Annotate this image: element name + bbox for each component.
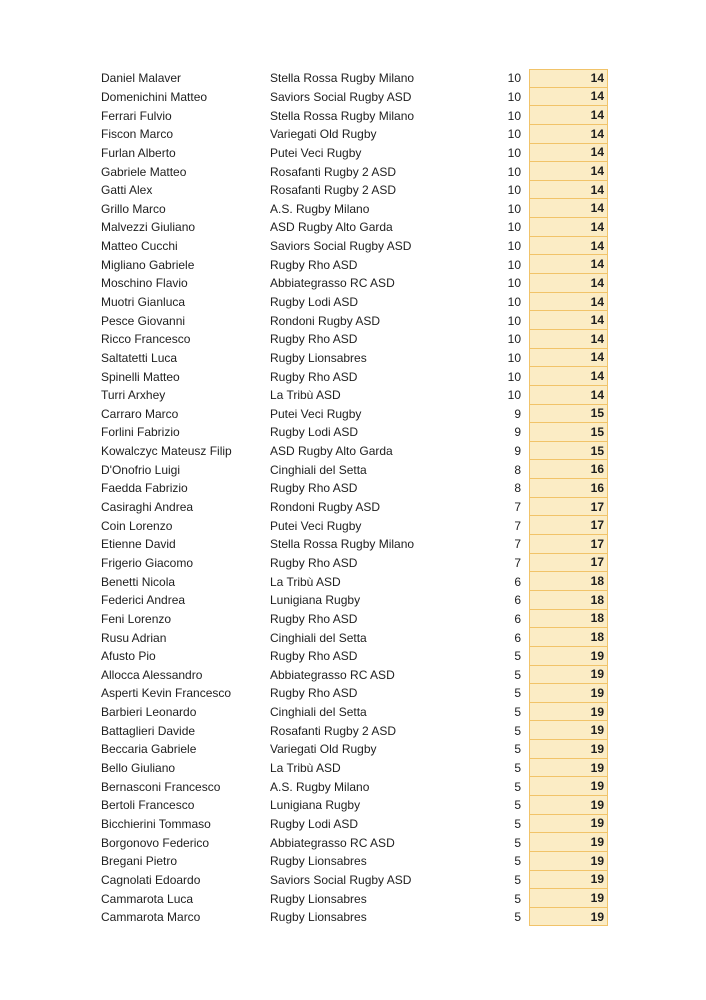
player-name: Domenichini Matteo	[101, 89, 208, 104]
table-row	[101, 386, 608, 405]
column-gap	[521, 311, 529, 330]
player-name: D'Onofrio Luigi	[101, 462, 180, 477]
player-name: Etienne David	[101, 537, 176, 552]
player-name: Fiscon Marco	[101, 127, 174, 142]
column-gap	[521, 572, 529, 591]
player-name: Beccaria Gabriele	[101, 742, 197, 757]
club-name: Rugby Lodi ASD	[270, 816, 359, 831]
highlighted-value-cell: 14	[529, 199, 608, 218]
column-gap	[521, 815, 529, 834]
club-name: Rosafanti Rugby 2 ASD	[270, 183, 397, 198]
player-name: Benetti Nicola	[101, 574, 176, 589]
club-name: Rugby Rho ASD	[270, 369, 358, 384]
player-name: Ferrari Fulvio	[101, 108, 172, 123]
highlighted-value-cell: 14	[529, 311, 608, 330]
club-name: Rondoni Rugby ASD	[270, 313, 381, 328]
score-value: 5	[514, 723, 521, 738]
table-row	[101, 144, 608, 163]
player-name: Kowalczyc Mateusz Filip	[101, 444, 232, 459]
club-name: Rugby Lodi ASD	[270, 425, 359, 440]
highlighted-value-cell: 19	[529, 889, 608, 908]
table-row	[101, 777, 608, 796]
highlighted-value-cell: 14	[529, 293, 608, 312]
column-gap	[521, 852, 529, 871]
column-gap	[521, 628, 529, 647]
column-gap	[521, 740, 529, 759]
player-name: Battaglieri Davide	[101, 723, 196, 738]
player-name: Furlan Alberto	[101, 145, 176, 160]
table-row	[101, 367, 608, 386]
score-value: 10	[507, 332, 521, 347]
column-gap	[521, 684, 529, 703]
score-value: 5	[514, 872, 521, 887]
highlighted-value-cell: 17	[529, 554, 608, 573]
player-name: Malvezzi Giuliano	[101, 220, 196, 235]
table-row	[101, 852, 608, 871]
club-name: Rugby Lionsabres	[270, 854, 367, 869]
score-value: 9	[514, 425, 521, 440]
column-gap	[521, 330, 529, 349]
player-name: Bertoli Francesco	[101, 798, 195, 813]
score-value: 5	[514, 854, 521, 869]
score-value: 10	[507, 145, 521, 160]
column-gap	[521, 144, 529, 163]
club-name: Rondoni Rugby ASD	[270, 500, 381, 515]
table-row	[101, 199, 608, 218]
player-name: Cammarota Marco	[101, 910, 201, 925]
club-name: Rugby Rho ASD	[270, 257, 358, 272]
club-name: Lunigiana Rugby	[270, 798, 361, 813]
table-row	[101, 740, 608, 759]
club-name: Rugby Lodi ASD	[270, 295, 359, 309]
score-value: 10	[507, 313, 521, 328]
table-row	[101, 162, 608, 181]
score-value: 7	[514, 537, 521, 552]
score-value: 10	[507, 239, 521, 254]
table-row	[101, 311, 608, 330]
highlighted-value-cell: 14	[529, 367, 608, 386]
table-row	[101, 535, 608, 554]
table-row	[101, 237, 608, 256]
player-name: Asperti Kevin Francesco	[101, 686, 232, 701]
highlighted-value-cell: 18	[529, 628, 608, 647]
score-value: 6	[514, 630, 521, 645]
column-gap	[521, 610, 529, 629]
player-name: Ricco Francesco	[101, 332, 191, 347]
club-name: La Tribù ASD	[270, 388, 341, 403]
column-gap	[521, 647, 529, 666]
highlighted-value-cell: 19	[529, 777, 608, 796]
highlighted-value-cell: 14	[529, 69, 608, 88]
highlighted-value-cell: 19	[529, 796, 608, 815]
column-gap	[521, 386, 529, 405]
score-value: 5	[514, 891, 521, 906]
column-gap	[521, 405, 529, 424]
table-row	[101, 293, 608, 312]
column-gap	[521, 759, 529, 778]
player-name: Borgonovo Federico	[101, 835, 210, 850]
club-name: Abbiategrasso RC ASD	[270, 276, 395, 291]
score-value: 9	[514, 406, 521, 421]
club-name: Stella Rossa Rugby Milano	[270, 71, 415, 86]
score-value: 7	[514, 500, 521, 515]
player-name: Gabriele Matteo	[101, 164, 187, 179]
club-name: Cinghiali del Setta	[270, 705, 367, 720]
table-row	[101, 684, 608, 703]
player-name: Faedda Fabrizio	[101, 481, 188, 496]
column-gap	[521, 293, 529, 312]
club-name: Rugby Rho ASD	[270, 649, 358, 664]
player-name: Saltatetti Luca	[101, 350, 178, 365]
club-name: Saviors Social Rugby ASD	[270, 239, 412, 254]
highlighted-value-cell: 19	[529, 666, 608, 685]
column-gap	[521, 796, 529, 815]
player-name: Barbieri Leonardo	[101, 705, 197, 720]
player-name: Feni Lorenzo	[101, 611, 172, 626]
club-name: Rugby Lionsabres	[270, 910, 367, 925]
highlighted-value-cell: 19	[529, 815, 608, 834]
highlighted-value-cell: 14	[529, 181, 608, 200]
table-row	[101, 274, 608, 293]
club-name: Saviors Social Rugby ASD	[270, 872, 412, 887]
table-row	[101, 554, 608, 573]
column-gap	[521, 516, 529, 535]
score-value: 5	[514, 816, 521, 831]
club-name: Putei Veci Rugby	[270, 518, 362, 533]
highlighted-value-cell: 15	[529, 423, 608, 442]
score-value: 10	[507, 164, 521, 179]
score-value: 10	[507, 89, 521, 104]
table-row	[101, 88, 608, 107]
player-name: Turri Arxhey	[101, 388, 166, 403]
player-name: Pesce Giovanni	[101, 313, 186, 328]
club-name: Rugby Lionsabres	[270, 350, 367, 365]
club-name: Abbiategrasso RC ASD	[270, 835, 395, 850]
player-name: Federici Andrea	[101, 593, 186, 608]
player-name: Bicchierini Tommaso	[101, 816, 211, 831]
highlighted-value-cell: 14	[529, 330, 608, 349]
table-row	[101, 796, 608, 815]
table-row	[101, 908, 608, 927]
score-value: 10	[507, 201, 521, 216]
player-name: Coin Lorenzo	[101, 518, 173, 533]
column-gap	[521, 218, 529, 237]
player-table	[101, 69, 608, 926]
player-name: Afusto Pio	[101, 649, 156, 664]
table-row	[101, 516, 608, 535]
player-name: Casiraghi Andrea	[101, 500, 194, 515]
player-name: Bello Giuliano	[101, 761, 176, 776]
highlighted-value-cell: 14	[529, 125, 608, 144]
score-value: 5	[514, 742, 521, 757]
highlighted-value-cell: 19	[529, 684, 608, 703]
player-name: Matteo Cucchi	[101, 239, 178, 254]
highlighted-value-cell: 14	[529, 237, 608, 256]
club-name: Putei Veci Rugby	[270, 145, 362, 160]
table-row	[101, 405, 608, 424]
highlighted-value-cell: 19	[529, 703, 608, 722]
table-row	[101, 759, 608, 778]
table-row	[101, 218, 608, 237]
score-value: 7	[514, 518, 521, 533]
column-gap	[521, 349, 529, 368]
club-name: Rugby Rho ASD	[270, 332, 358, 347]
player-name: Cammarota Luca	[101, 891, 194, 906]
column-gap	[521, 591, 529, 610]
highlighted-value-cell: 14	[529, 88, 608, 107]
table-row	[101, 255, 608, 274]
column-gap	[521, 889, 529, 908]
score-value: 10	[507, 127, 521, 142]
table-row	[101, 330, 608, 349]
club-name: Rugby Lionsabres	[270, 891, 367, 906]
column-gap	[521, 162, 529, 181]
column-gap	[521, 535, 529, 554]
table-row	[101, 125, 608, 144]
score-value: 6	[514, 593, 521, 608]
column-gap	[521, 106, 529, 125]
column-gap	[521, 69, 529, 88]
club-name: Cinghiali del Setta	[270, 630, 367, 645]
column-gap	[521, 125, 529, 144]
score-value: 5	[514, 649, 521, 664]
column-gap	[521, 908, 529, 927]
table-row	[101, 610, 608, 629]
score-value: 6	[514, 611, 521, 626]
player-name: Spinelli Matteo	[101, 369, 180, 384]
score-value: 10	[507, 276, 521, 291]
club-name: Stella Rossa Rugby Milano	[270, 108, 415, 123]
column-gap	[521, 199, 529, 218]
score-value: 5	[514, 910, 521, 925]
highlighted-value-cell: 14	[529, 274, 608, 293]
player-name: Carraro Marco	[101, 406, 179, 421]
player-name: Moschino Flavio	[101, 276, 188, 291]
player-name: Gatti Alex	[101, 183, 153, 198]
highlighted-value-cell: 18	[529, 610, 608, 629]
highlighted-value-cell: 19	[529, 647, 608, 666]
player-name: Bregani Pietro	[101, 854, 178, 869]
player-name: Muotri Gianluca	[101, 295, 186, 309]
table-row	[101, 442, 608, 461]
score-value: 10	[507, 220, 521, 235]
highlighted-value-cell: 14	[529, 144, 608, 163]
highlighted-value-cell: 14	[529, 218, 608, 237]
column-gap	[521, 554, 529, 573]
score-value: 5	[514, 705, 521, 720]
table-row	[101, 721, 608, 740]
column-gap	[521, 460, 529, 479]
table-row	[101, 833, 608, 852]
player-name: Migliano Gabriele	[101, 257, 195, 272]
column-gap	[521, 871, 529, 890]
score-value: 5	[514, 835, 521, 850]
score-value: 10	[507, 295, 521, 309]
club-name: Variegati Old Rugby	[270, 742, 377, 757]
highlighted-value-cell: 17	[529, 498, 608, 517]
highlighted-value-cell: 14	[529, 386, 608, 405]
table-row	[101, 815, 608, 834]
highlighted-value-cell: 19	[529, 871, 608, 890]
highlighted-value-cell: 14	[529, 255, 608, 274]
table-row	[101, 889, 608, 908]
highlighted-value-cell: 14	[529, 349, 608, 368]
column-gap	[521, 274, 529, 293]
score-value: 10	[507, 183, 521, 198]
club-name: A.S. Rugby Milano	[270, 201, 370, 216]
score-value: 9	[514, 444, 521, 459]
column-gap	[521, 442, 529, 461]
column-gap	[521, 777, 529, 796]
player-name: Cagnolati Edoardo	[101, 872, 201, 887]
club-name: Rugby Rho ASD	[270, 555, 358, 570]
column-gap	[521, 666, 529, 685]
score-value: 6	[514, 574, 521, 589]
score-value: 8	[514, 462, 521, 477]
player-name: Frigerio Giacomo	[101, 555, 194, 570]
club-name: La Tribù ASD	[270, 761, 341, 776]
column-gap	[521, 88, 529, 107]
score-value: 5	[514, 779, 521, 794]
table-row	[101, 349, 608, 368]
table-row	[101, 423, 608, 442]
highlighted-value-cell: 15	[529, 442, 608, 461]
score-value: 10	[507, 388, 521, 403]
score-value: 10	[507, 71, 521, 86]
column-gap	[521, 181, 529, 200]
table-row	[101, 666, 608, 685]
table-row	[101, 460, 608, 479]
column-gap	[521, 833, 529, 852]
table-row	[101, 106, 608, 125]
highlighted-value-cell: 16	[529, 479, 608, 498]
table-row	[101, 181, 608, 200]
club-name: Stella Rossa Rugby Milano	[270, 537, 415, 552]
score-value: 10	[507, 108, 521, 123]
highlighted-value-cell: 19	[529, 833, 608, 852]
table-row	[101, 69, 608, 88]
highlighted-value-cell: 17	[529, 516, 608, 535]
column-gap	[521, 498, 529, 517]
club-name: Variegati Old Rugby	[270, 127, 377, 142]
score-value: 5	[514, 798, 521, 813]
club-name: La Tribù ASD	[270, 574, 341, 589]
highlighted-value-cell: 19	[529, 740, 608, 759]
club-name: Rosafanti Rugby 2 ASD	[270, 164, 397, 179]
player-name: Rusu Adrian	[101, 630, 167, 645]
highlighted-value-cell: 19	[529, 759, 608, 778]
highlighted-value-cell: 14	[529, 106, 608, 125]
club-name: Rugby Rho ASD	[270, 686, 358, 701]
highlighted-value-cell: 18	[529, 572, 608, 591]
highlighted-value-cell: 19	[529, 721, 608, 740]
player-name: Forlini Fabrizio	[101, 425, 180, 440]
club-name: Rugby Rho ASD	[270, 611, 358, 626]
score-value: 10	[507, 350, 521, 365]
table-row	[101, 871, 608, 890]
table-row	[101, 647, 608, 666]
highlighted-value-cell: 19	[529, 908, 608, 927]
club-name: ASD Rugby Alto Garda	[270, 220, 393, 235]
score-value: 5	[514, 761, 521, 776]
table-row	[101, 498, 608, 517]
club-name: Saviors Social Rugby ASD	[270, 89, 412, 104]
table-row	[101, 703, 608, 722]
club-name: ASD Rugby Alto Garda	[270, 444, 393, 459]
highlighted-value-cell: 17	[529, 535, 608, 554]
score-value: 8	[514, 481, 521, 496]
highlighted-value-cell: 14	[529, 162, 608, 181]
club-name: Rosafanti Rugby 2 ASD	[270, 723, 397, 738]
score-value: 10	[507, 369, 521, 384]
table-row	[101, 479, 608, 498]
table-row	[101, 591, 608, 610]
column-gap	[521, 423, 529, 442]
score-value: 7	[514, 555, 521, 570]
player-name: Allocca Alessandro	[101, 667, 203, 682]
club-name: Abbiategrasso RC ASD	[270, 667, 395, 682]
club-name: Lunigiana Rugby	[270, 593, 361, 608]
highlighted-value-cell: 15	[529, 405, 608, 424]
club-name: Cinghiali del Setta	[270, 462, 367, 477]
column-gap	[521, 237, 529, 256]
club-name: A.S. Rugby Milano	[270, 779, 370, 794]
score-value: 10	[507, 257, 521, 272]
column-gap	[521, 721, 529, 740]
table-row	[101, 628, 608, 647]
column-gap	[521, 255, 529, 274]
player-name: Daniel Malaver	[101, 71, 182, 86]
column-gap	[521, 703, 529, 722]
column-gap	[521, 479, 529, 498]
score-value: 5	[514, 686, 521, 701]
highlighted-value-cell: 19	[529, 852, 608, 871]
club-name: Rugby Rho ASD	[270, 481, 358, 496]
player-name: Grillo Marco	[101, 201, 166, 216]
player-name: Bernasconi Francesco	[101, 779, 221, 794]
table-row	[101, 572, 608, 591]
column-gap	[521, 367, 529, 386]
score-value: 5	[514, 667, 521, 682]
highlighted-value-cell: 16	[529, 460, 608, 479]
highlighted-value-cell: 18	[529, 591, 608, 610]
club-name: Putei Veci Rugby	[270, 406, 362, 421]
